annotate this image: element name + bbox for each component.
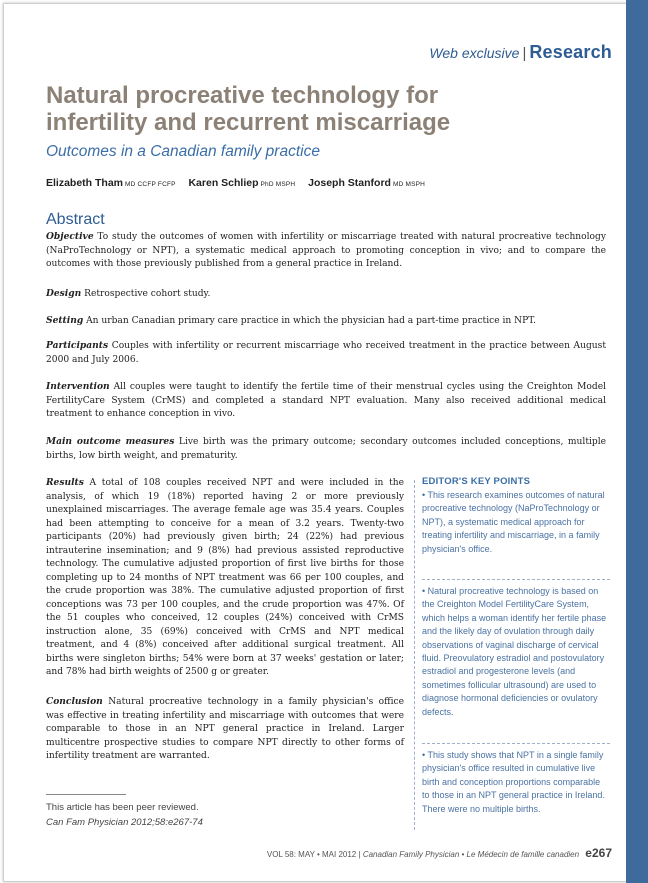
conclusion-text: Natural procreative technology in a family physician's office was effective in treating infertility and miscarriage with outcomes that were comparable to those in an NPT general practice in Ireland. Larger multicentre prospective studies to compare NPT directly to other forms of infertility treatment are warranted. xyxy=(46,697,404,761)
abstract-design xyxy=(46,287,606,302)
key-point-text: Natural procreative technology is based on the Creighton Model FertilityCare System, which helps a woman identify her fertile phase and the likely day of ovulation through daily observations of vaginal discharge of cervical fluid. Preovulatory estradiol and postovulatory estradiol and progesterone levels (and sometimes follicular ultrasound) are used to diagnose hormonal deficiencies or ovulatory defects. xyxy=(422,586,607,717)
author-name: Joseph Stanford xyxy=(308,177,391,189)
setting-label: Setting xyxy=(46,315,84,326)
participants-label: Participants xyxy=(46,340,109,351)
key-point-text: This research examines outcomes of natural procreative technology (NaProTechnology or NPT), a systematic medical approach for treating infertility and miscarriage, in a family physician's office. xyxy=(422,490,605,554)
design-text: Retrospective cohort study. xyxy=(84,289,211,299)
results-text: A total of 108 couples received NPT and were included in the analysis, of which 19 (18%) reported having 2 or more previously unexplained miscarriages. The average female age was 35.4 years. Couples had been attempting to conceive for a mean of 3.2 years. Twenty-two participants (20%) had previously given birth; 24 (22%) had previous intrauterine insemination; and 9 (8%) had previous assisted reproductive technology. The cumulative adjusted proportion of first live births for those completing up to 24 months of NPT treatment was 66 per 100 couples, and the crude proportion was 38%. The cumulative adjusted proportion of first conceptions was 73 per 100 couples, and the crude proportion was 47%. Of the 51 couples who conceived, 12 couples (24%) conceived with CrMS instruction alone, 35 (69%) conceived with CrMS and NPT medical treatment, and 4 (8%) conceived after additional surgical treatment. All births were singleton births; 54% were born at 37 weeks' gestation or later; and 78% had birth weights of 2500 g or greater. xyxy=(46,478,404,677)
journal-name: Canadian Family Physician • Le Médecin de famille canadien xyxy=(362,850,580,859)
author-credentials: MD CCFP FCFP xyxy=(125,181,176,188)
objective-text: To study the outcomes of women with infertility or miscarriage treated with natural procreative technology (NaProTechnology or NPT), a systematic medical approach to promoting conception in vivo; and to compare the outcomes with those previously published from a general practice in Ireland. xyxy=(46,232,606,269)
key-point-item xyxy=(422,489,610,556)
key-points-separator xyxy=(422,743,610,744)
bullet-icon: • xyxy=(422,586,426,596)
article-subtitle: Outcomes in a Canadian family practice xyxy=(46,143,320,160)
section-separator: | xyxy=(522,45,527,62)
key-points-separator xyxy=(422,579,610,580)
article-title: Natural procreative technology for infertility and recurrent miscarriage xyxy=(46,82,451,136)
objective-label: Objective xyxy=(46,231,94,242)
section-tag xyxy=(429,42,612,63)
key-point-text: This study shows that NPT in a single family physician's office resulted in cumulative live birth and conception proportions comparable to those in an NPT general practice in Ireland. There were no multiple births. xyxy=(422,750,605,814)
abstract-main-outcome xyxy=(46,435,606,463)
abstract-results xyxy=(46,476,404,680)
web-exclusive-label: Web exclusive xyxy=(429,45,520,61)
volume-info: VOL 58: MAY • MAI 2012 xyxy=(266,850,357,859)
design-label: Design xyxy=(46,288,82,299)
conclusion-label: Conclusion xyxy=(46,696,103,707)
section-label: Research xyxy=(529,42,612,62)
footnote-rule xyxy=(46,794,126,795)
key-point-item xyxy=(422,749,610,816)
author-credentials: MD MSPH xyxy=(392,181,426,188)
abstract-intervention xyxy=(46,380,606,422)
color-sidebar xyxy=(626,0,648,883)
main-outcome-label: Main outcome measures xyxy=(46,436,175,447)
author-name: Karen Schliep xyxy=(188,177,259,189)
key-points-heading: EDITOR'S KEY POINTS xyxy=(422,476,531,487)
intervention-text: All couples were taught to identify the fertile time of their menstrual cycles using the Creighton Model FertilityCare System (CrMS) and completed a standard NPT evaluation. Many also received additional medical treatment to enhance conception in vivo. xyxy=(46,382,606,419)
citation: Can Fam Physician 2012;58:e267-74 xyxy=(46,817,203,828)
abstract-conclusion xyxy=(46,695,404,764)
abstract-objective xyxy=(46,230,606,272)
results-label: Results xyxy=(46,477,84,488)
main-outcome-text: Live birth was the primary outcome; secondary outcomes included conceptions, multiple births, low birth weight, and prematurity. xyxy=(46,437,606,461)
peer-review-note: This article has been peer reviewed. xyxy=(46,802,199,813)
column-divider xyxy=(414,480,415,830)
author-list xyxy=(46,177,435,189)
key-point-item xyxy=(422,585,610,719)
page-number: e267 xyxy=(585,846,612,860)
author-name: Elizabeth Tham xyxy=(46,177,124,189)
intervention-label: Intervention xyxy=(46,381,110,392)
abstract-heading: Abstract xyxy=(46,211,105,228)
abstract-participants xyxy=(46,339,606,367)
setting-text: An urban Canadian primary care practice in which the physician had a part-time practice in NPT. xyxy=(86,316,536,326)
abstract-setting xyxy=(46,314,606,329)
bullet-icon: • xyxy=(422,490,426,500)
author-credentials: PhD MSPH xyxy=(260,181,296,188)
participants-text: Couples with infertility or recurrent miscarriage who received treatment in the practice between August 2000 and July 2006. xyxy=(46,341,606,365)
bullet-icon: • xyxy=(422,750,426,760)
running-footer xyxy=(267,846,612,860)
footer-separator: | xyxy=(358,850,361,859)
